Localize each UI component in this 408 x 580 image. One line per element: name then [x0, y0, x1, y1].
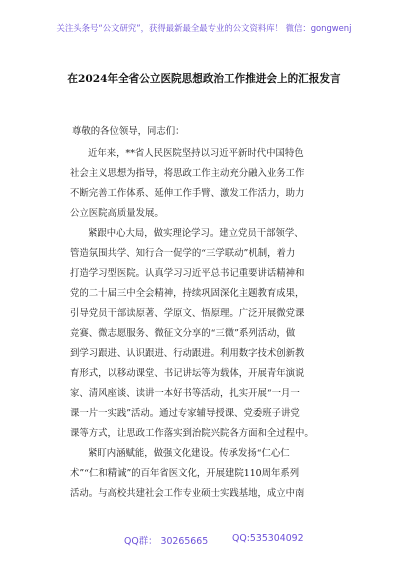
qq-group: QQ群： 30265665: [124, 536, 209, 547]
paragraph-line: 活动。与高校共建社会工作专业硕士实践基地，成立中南: [70, 488, 305, 499]
paragraph-line: 紧盯内涵赋能，做强文化建设。传承发扬“仁心仁: [88, 448, 290, 459]
paragraph-line: 竞赛、微志愿服务、微征文分享的“三微”系列活动，做: [70, 328, 296, 339]
salutation: 尊敬的各位领导，同志们：: [72, 126, 185, 137]
paragraph-line: 不断完善工作体系、延伸工作手臂、激发工作活力，助力: [70, 188, 305, 199]
paragraph-line: 党的二十届三中全会精神，持续巩固深化主题教育成果，: [70, 288, 305, 299]
paragraph-line: 打造学习型医院。认真学习习近平总书记重要讲话精神和: [70, 268, 305, 279]
paragraph-line: 公立医院高质量发展。: [70, 208, 164, 219]
paragraph-line: 课一片一实践”活动。通过专家辅导授课、党委班子讲党: [70, 408, 300, 419]
paragraph-line: 术”“仁和精诚”的百年省医文化，开展建院110周年系列: [70, 468, 300, 479]
paragraph-line: 课等方式，让思政工作落实到治院兴院各方面和全过程中。: [70, 428, 314, 439]
document-body: [70, 122, 355, 504]
paragraph-line: 育形式，以移动课堂、书记讲坛等为载体，开展青年演说: [70, 368, 305, 379]
paragraph-line: 近年来，**省人民医院坚持以习近平新时代中国特色: [88, 148, 304, 159]
paragraph-line: 家、清风座谈、读讲一本好书等活动，扎实开展“一月一: [70, 388, 300, 399]
paragraph-line: 到学习跟进、认识跟进、行动跟进。利用数字技术创新教: [70, 348, 305, 359]
qq-number: QQ:535304092: [232, 533, 304, 544]
paragraph-line: 管造氛围共学、知行合一促学的“三学联动”机制，着力: [70, 248, 296, 259]
promo-banner: 关注头条号“公文研究”，获得最新最全最专业的公文资料库！ 微信：gongwenj: [56, 23, 352, 33]
paragraph-line: 社会主义思想为指导，将思政工作主动充分融入业务工作: [70, 168, 305, 179]
document-title: 在2024年全省公立医院思想政治工作推进会上的汇报发言: [67, 73, 341, 85]
paragraph-line: 紧跟中心大局，做实理论学习。建立党员干部领学、: [88, 228, 304, 239]
paragraph-line: 引导党员干部读原著、学原文、悟原理。广泛开展微党课: [70, 308, 305, 319]
